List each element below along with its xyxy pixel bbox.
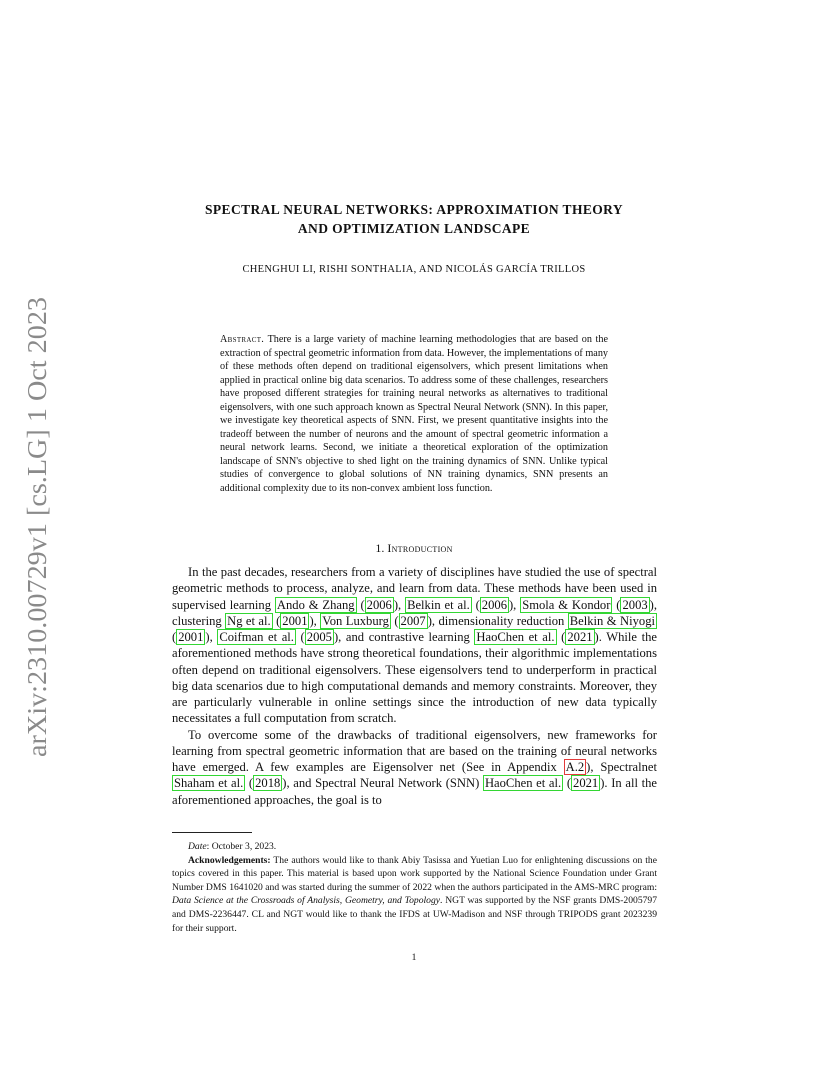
paragraph-2: To overcome some of the drawbacks of traditional eigensolvers, new frameworks for learning from spectral geometric information that are based on the training of neural networks have emerged. A few examples are Eigensolver net (See in Appendix A.2 ), Spectralnet Shaham et al. ( 2018 ), and Spectral Neural Network (SNN) HaoChen et al. ( 2021 ). In all the aforementioned approaches, the goal is to: [172, 727, 658, 807]
citation-link[interactable]: 2007: [400, 613, 426, 628]
author-list: CHENGHUI LI, RISHI SONTHALIA, AND NICOLÁS GARCÍA TRILLOS: [242, 264, 586, 275]
arxiv-identifier-stamp: [16, 296, 56, 758]
citation-link[interactable]: 2001: [178, 630, 204, 644]
citation-link[interactable]: 2018: [255, 776, 281, 791]
abstract-heading: Abstract.: [220, 334, 265, 345]
citation-link[interactable]: 2021: [567, 630, 593, 644]
footnote-date: [172, 840, 657, 854]
citation-link[interactable]: 2006: [481, 597, 507, 612]
paragraph-1: In the past decades, researchers from a variety of disciplines have studied the use of spectral geometric methods to process, analyze, and learn from data. These methods have been used in supervised learning Ando & Zhang ( 2006 ), Belkin et al. ( 2006 ), Smola & Kondor ( 2003 ), clustering Ng et al. ( 2001 ), Von Luxburg ( 2007 ), dimensionality reduction Belkin & Niyogi ( 2001 ), Coifman et al. ( 2005 ), and contrastive learning HaoChen et al. ( 2021 ). While the aforementioned methods have strong theoretical foundations, their algorithmic implementations often depend on traditional eigensolvers. These eigensolvers tend to underperform in practical big data scenarios due to high computational demands and memory constraints. Moreover, they are particularly vulnerable in online settings since the introduction of new data typically necessitates a full computation from scratch.: [172, 565, 658, 726]
footnotes: [172, 840, 657, 935]
citation-link[interactable]: HaoChen et al.: [484, 776, 562, 791]
citation-link[interactable]: 2021: [573, 776, 599, 791]
program-title: Data Science at the Crossroads of Analysis, Geometry, and Topology: [172, 895, 441, 907]
abstract-text: There is a large variety of machine learning methodologies that are based on the extraction of spectral geometric information from data. However, the implementations of many of these methods often depend on traditional eigensolvers, which present limitations when applied in practical online big data scenarios. To address some of these challenges, researchers have proposed different strategies for training neural networks as alternatives to traditional eigensolvers, with one such approach known as Spectral Neural Network (SNN). In this paper, we investigate key theoretical aspects of SNN. First, we present quantitative insights into the tradeoff between the number of neurons and the amount of spectral geometric information a neural network learns. Second, we initiate a theoretical exploration of the optimization landscape of SNN's objective to shed light on the training dynamics of SNN. Unlike typical studies of convergence to global solutions of NN training dynamics, SNN presents an additional complexity due to its non-convex ambient loss function.: [220, 334, 608, 494]
date-label: Date: [188, 841, 207, 852]
acknowledgements-label: Acknowledgements:: [188, 854, 271, 866]
introduction-body: [172, 564, 657, 808]
section-heading-introduction: [150, 541, 678, 556]
citation-link[interactable]: Ando & Zhang: [276, 597, 355, 612]
citation-link[interactable]: 2005: [306, 630, 332, 644]
citation-link[interactable]: Coifman et al.: [219, 630, 294, 644]
paper-title: [150, 200, 678, 238]
citation-link[interactable]: 2006: [366, 597, 392, 612]
paper-title-line-2: AND OPTIMIZATION LANDSCAPE: [297, 221, 531, 236]
date-value: : October 3, 2023.: [206, 841, 277, 852]
citation-link[interactable]: Belkin et al.: [407, 597, 470, 612]
abstract: [220, 333, 608, 495]
citation-link[interactable]: Smola & Kondor: [522, 597, 611, 612]
citation-link[interactable]: 2003: [622, 597, 648, 612]
citation-link[interactable]: Von Luxburg: [322, 613, 389, 628]
arxiv-identifier-text: arXiv:2310.00729v1 [cs.LG] 1 Oct 2023: [22, 316, 52, 757]
footnote-acknowledgements: Acknowledgements: The authors would like to thank Abiy Tasissa and Yuetian Luo for enlightening discussions on the topics covered in this paper. This material is based upon work supported by the National Science Foundation under Grant Number DMS 1641020 and was started during the summer of 2022 when the authors participated in the AMS-MRC program: Data Science at the Crossroads of Analysis, Geometry, and Topology. NGT was supported by the NSF grants DMS-2005797 and DMS-2236447. CL and NGT would like to thank the IFDS at UW-Madison and NSF through TRIPODS grant 2023239 for their support.: [172, 854, 658, 934]
footnote-rule: [172, 832, 252, 833]
citation-link[interactable]: Belkin & Niyogi: [569, 613, 655, 628]
paper-title-line-1: SPECTRAL NEURAL NETWORKS: APPROXIMATION THEORY: [205, 202, 623, 217]
citation-link[interactable]: HaoChen et al.: [476, 630, 555, 644]
appendix-reference-link[interactable]: A.2: [565, 760, 585, 774]
page-number: 1: [411, 953, 417, 963]
citation-link[interactable]: Shaham et al.: [174, 776, 244, 791]
section-title: Introduction: [387, 541, 453, 555]
section-number: 1.: [375, 541, 385, 555]
citation-link[interactable]: Ng et al.: [227, 613, 271, 628]
citation-link[interactable]: 2001: [282, 613, 308, 628]
